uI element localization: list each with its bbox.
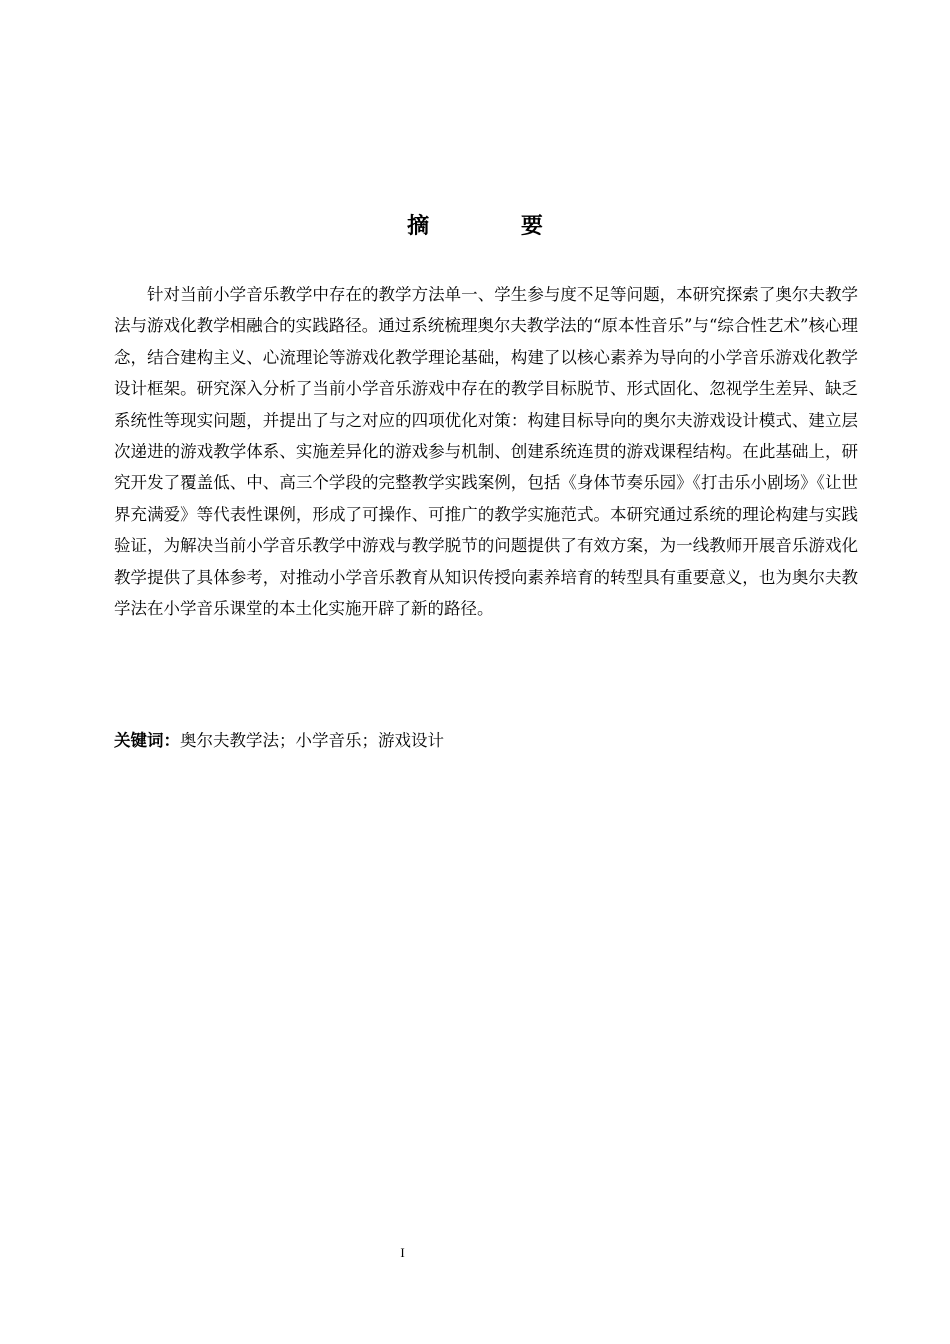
keywords-label: 关键词： — [114, 731, 180, 750]
page-number: I — [400, 1245, 405, 1260]
abstract-body: 针对当前小学音乐教学中存在的教学方法单一、学生参与度不足等问题，本研究探索了奥尔夫教学法与游戏化教学相融合的实践路径。通过系统梳理奥尔夫教学法的“原本性音乐”与“综合性艺术”核心理念，结合建构主义、心流理论等游戏化教学理论基础，构建了以核心素养为导向的小学音乐游戏化教学设计框架。研究深入分析了当前小学音乐游戏中存在的教学目标脱节、形式固化、忽视学生差异、缺乏系统性等现实问题，并提出了与之对应的四项优化对策：构建目标导向的奥尔夫游戏设计模式、建立层次递进的游戏教学体系、实施差异化的游戏参与机制、创建系统连贯的游戏课程结构。在此基础上，研究开发了覆盖低、中、高三个学段的完整教学实践案例，包括《身体节奏乐园》《打击乐小剧场》《让世界充满爱》等代表性课例，形成了可操作、可推广的教学实施范式。本研究通过系统的理论构建与实践验证，为解决当前小学音乐教学中游戏与教学脱节的问题提供了有效方案，为一线教师开展音乐游戏化教学提供了具体参考，对推动小学音乐教育从知识传授向素养培育的转型具有重要意义，也为奥尔夫教学法在小学音乐课堂的本土化实施开辟了新的路径。 — [114, 285, 858, 619]
abstract-title: 摘 要 — [407, 214, 585, 239]
keywords-value: 奥尔夫教学法；小学音乐；游戏设计 — [180, 731, 444, 750]
keywords-line — [114, 726, 858, 756]
